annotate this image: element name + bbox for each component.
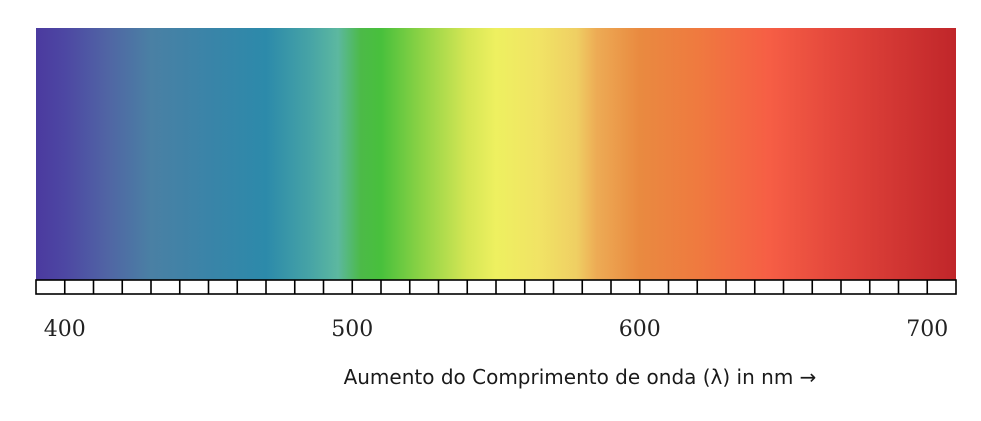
tick-labels	[44, 317, 949, 342]
tick-label-400: 400	[43, 317, 86, 342]
wavelength-ruler	[36, 280, 956, 294]
axis-caption: Aumento do Comprimento de onda (λ) in nm →	[343, 365, 817, 389]
spectrum-color-band	[36, 28, 956, 280]
tick-label-500: 500	[331, 317, 374, 342]
tick-label-700: 700	[906, 317, 949, 342]
tick-label-600: 600	[618, 317, 661, 342]
